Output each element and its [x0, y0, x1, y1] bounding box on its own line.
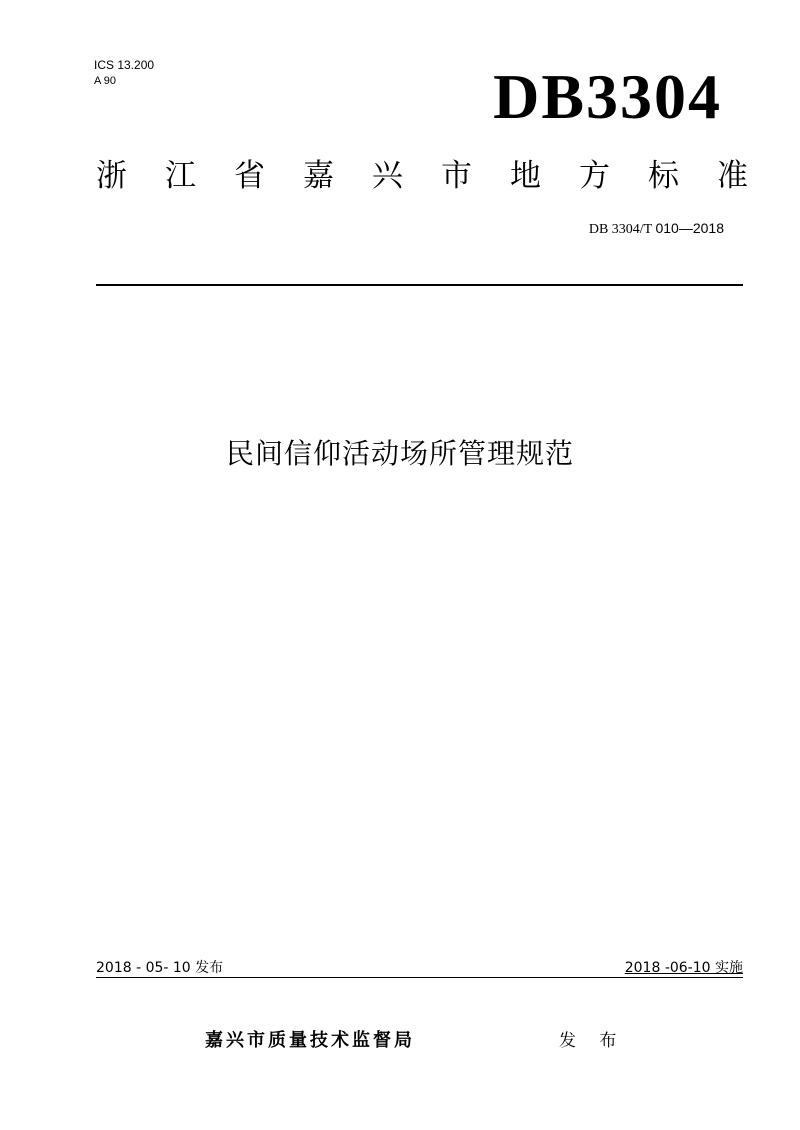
document-title: 民间信仰活动场所管理规范 — [225, 437, 574, 470]
standard-type-char: 嘉 — [303, 158, 334, 194]
standard-type-heading — [96, 154, 748, 198]
standard-type-char: 江 — [165, 158, 196, 194]
standard-number-prefix: DB 3304/T — [588, 222, 652, 237]
header-divider — [96, 284, 743, 286]
issuing-authority: 嘉兴市质量技术监督局 — [205, 1030, 415, 1051]
standard-type-char: 兴 — [372, 158, 403, 194]
footer-divider — [96, 977, 743, 978]
standard-type-char: 方 — [579, 158, 610, 194]
standard-type-char: 省 — [234, 158, 265, 194]
standard-number-value: 010—2018 — [655, 220, 724, 236]
standard-type-char: 市 — [441, 158, 472, 194]
classification-code: A 90 — [94, 75, 117, 87]
ics-code: ICS 13.200 — [94, 58, 155, 72]
standard-code: DB3304 — [493, 61, 722, 132]
standard-number — [589, 218, 724, 240]
standard-type-char: 标 — [648, 158, 679, 194]
standard-type-char: 浙 — [96, 158, 127, 194]
publish-date: 2018 - 05- 10 发布 — [96, 960, 224, 976]
issue-label: 发 布 — [559, 1031, 626, 1051]
standard-type-char: 地 — [510, 158, 541, 194]
standard-type-char: 准 — [717, 158, 748, 194]
implement-date: 2018 -06-10 实施 — [624, 960, 743, 976]
